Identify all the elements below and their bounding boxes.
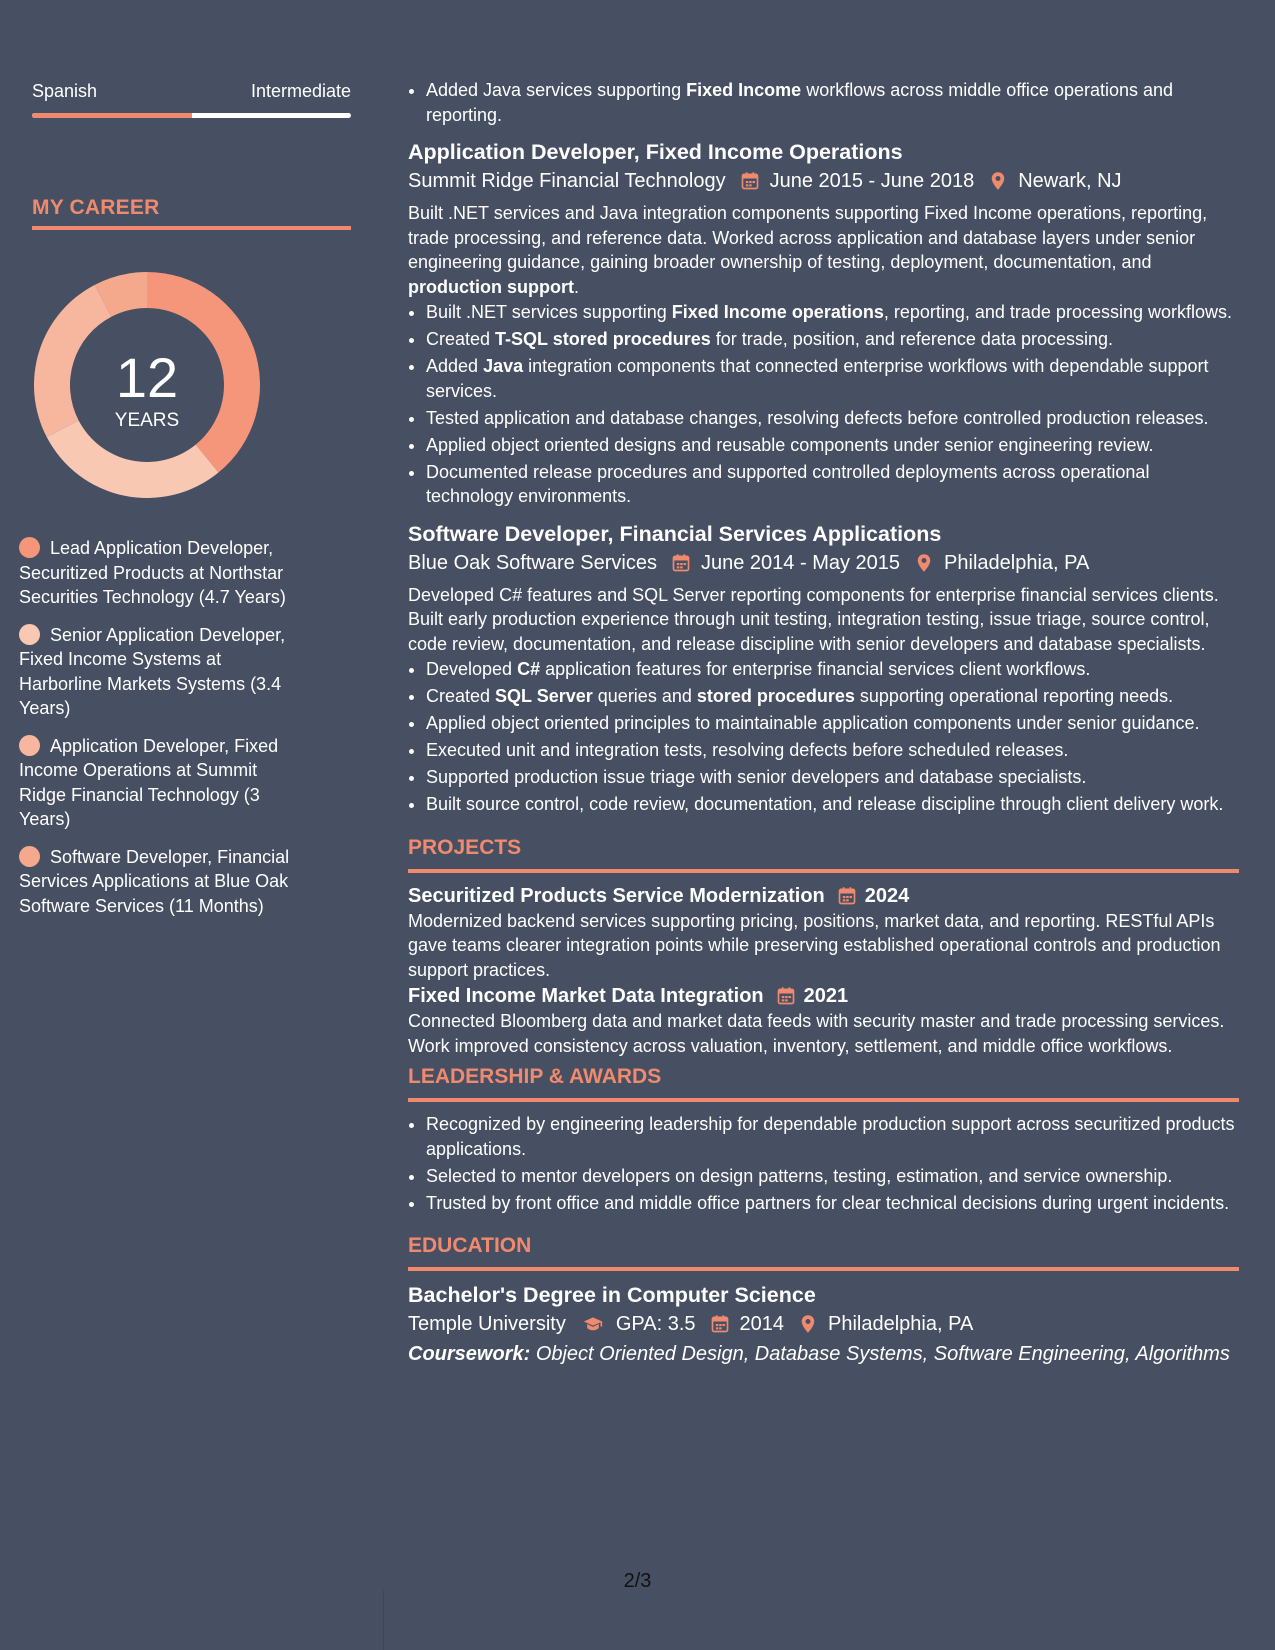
- project-name: Securitized Products Service Modernization: [408, 884, 825, 907]
- projects-section-title: PROJECTS: [408, 835, 522, 859]
- career-legend: [19, 536, 301, 931]
- legend-dot-icon: [19, 735, 40, 756]
- language-row: [32, 81, 351, 102]
- projects-list: [408, 883, 1239, 1059]
- project-title-row: [408, 983, 1239, 1009]
- project-description: Modernized backend services supporting pricing, positions, market data, and reporting. RESTful APIs gave teams clearer integration points while preserving established operational controls and production support practices.: [408, 910, 1221, 980]
- company-name: Blue Oak Software Services: [408, 551, 657, 574]
- project-title-row: [408, 883, 1239, 909]
- project-entry: [408, 883, 1239, 983]
- career-total-years: 12: [115, 346, 179, 409]
- career-section-title: MY CAREER: [32, 196, 160, 219]
- experience-list: [408, 138, 1239, 817]
- coursework-list: Object Oriented Design, Database Systems, Software Engineering, Algorithms: [535, 1343, 1230, 1365]
- job-dates: June 2015 - June 2018: [769, 170, 975, 192]
- career-legend-item: [19, 536, 301, 610]
- career-legend-label: Senior Application Developer, Fixed Income Systems at Harborline Markets Systems (3.4 Years): [19, 624, 286, 718]
- education-meta: [408, 1310, 1239, 1338]
- column-divider: [383, 1590, 384, 1650]
- project-description: Connected Bloomberg data and market data feeds with security master and trade processing services. Work improved consistency across valuation, inventory, settlement, and middle office workflows.: [408, 1011, 1225, 1056]
- list-item: • Added Java integration components that connected enterprise workflows with dependable support services.: [426, 354, 1239, 403]
- coursework-label: Coursework:: [408, 1343, 531, 1365]
- education-section-rule: [408, 1267, 1239, 1271]
- project-name: Fixed Income Market Data Integration: [408, 985, 764, 1007]
- calendar-icon: [710, 1314, 730, 1334]
- career-legend-item: [19, 623, 301, 721]
- education-location: Philadelphia, PA: [828, 1313, 974, 1335]
- career-section-rule: [32, 226, 351, 230]
- language-name: Spanish: [32, 81, 98, 101]
- list-item: • Applied object oriented designs and reusable components under senior engineering review.: [426, 433, 1239, 458]
- list-item: • Applied object oriented principles to maintainable application components under senior guidance.: [426, 711, 1239, 736]
- location-pin-icon: [988, 171, 1008, 191]
- career-legend-label: Application Developer, Fixed Income Operations at Summit Ridge Financial Technology (3 Years): [19, 735, 279, 829]
- legend-dot-icon: [19, 537, 40, 558]
- previous-job-bullets: [408, 78, 1239, 127]
- job-meta: [408, 549, 1239, 577]
- project-year: 2021: [803, 985, 849, 1007]
- education-section-title: EDUCATION: [408, 1234, 532, 1257]
- career-legend-label: Software Developer, Financial Services Applications at Blue Oak Software Services (11 Months): [19, 846, 290, 916]
- job-bullets: [408, 300, 1239, 509]
- job-summary: Built .NET services and Java integration components supporting Fixed Income operations, reporting, trade processing, and reference data. Worked across application and database layers under senior engineering guidance, gaining broader ownership of testing, deployment, documentation, and production support.: [408, 203, 1208, 297]
- leadership-section-title: LEADERSHIP & AWARDS: [408, 1065, 662, 1088]
- job-summary: Developed C# features and SQL Server reporting components for enterprise financial services clients. Built early production experience through unit testing, integration testing, issue triage, source control, code review, documentation, and release discipline with senior developers and database specialists.: [408, 584, 1219, 654]
- main-content: [408, 78, 1239, 1368]
- legend-dot-icon: [19, 846, 40, 867]
- language-proficiency-fill: [32, 113, 192, 118]
- graduation-cap-icon: [580, 1314, 606, 1334]
- company-name: Summit Ridge Financial Technology: [408, 170, 726, 192]
- calendar-icon: [776, 986, 796, 1006]
- career-total-unit: YEARS: [114, 410, 180, 431]
- list-item: • Tested application and database changes, resolving defects before controlled production releases.: [426, 406, 1239, 431]
- job-meta: [408, 167, 1239, 195]
- degree-title: Bachelor's Degree in Computer Science: [408, 1283, 816, 1307]
- list-item: • Trusted by front office and middle office partners for clear technical decisions during urgent incidents.: [426, 1191, 1239, 1216]
- job-entry: [408, 138, 1239, 509]
- location-pin-icon: [798, 1314, 818, 1334]
- job-entry: [408, 520, 1239, 817]
- language-proficiency-bar: [32, 113, 351, 118]
- gpa: GPA: 3.5: [615, 1313, 696, 1335]
- job-dates: June 2014 - May 2015: [701, 551, 901, 574]
- location-pin-icon: [914, 553, 934, 573]
- calendar-icon: [671, 553, 691, 573]
- list-item: • Added Java services supporting Fixed Income workflows across middle office operations and reporting.: [426, 78, 1239, 127]
- list-item: • Developed C# application features for enterprise financial services client workflows.: [426, 657, 1239, 682]
- list-item: • Created SQL Server queries and stored procedures supporting operational reporting needs.: [426, 684, 1239, 709]
- job-title: Application Developer, Fixed Income Operations: [408, 140, 903, 164]
- page-number: 2/3: [623, 1570, 652, 1592]
- list-item: • Created T-SQL stored procedures for trade, position, and reference data processing.: [426, 327, 1239, 352]
- list-item: • Recognized by engineering leadership for dependable production support across securitized products applications.: [426, 1112, 1239, 1161]
- calendar-icon: [740, 171, 760, 191]
- leadership-list: [408, 1112, 1239, 1215]
- projects-section-rule: [408, 869, 1239, 873]
- list-item: • Selected to mentor developers on design patterns, testing, estimation, and service ownership.: [426, 1164, 1239, 1189]
- list-item: • Built source control, code review, documentation, and release discipline through client delivery work.: [426, 792, 1239, 817]
- school-name: Temple University: [408, 1313, 566, 1335]
- job-title: Software Developer, Financial Services Applications: [408, 521, 942, 546]
- job-location: Philadelphia, PA: [944, 551, 1090, 574]
- career-legend-item: [19, 734, 301, 832]
- project-entry: [408, 983, 1239, 1058]
- list-item: • Executed unit and integration tests, resolving defects before scheduled releases.: [426, 738, 1239, 763]
- career-legend-item: [19, 845, 301, 919]
- career-legend-label: Lead Application Developer, Securitized Products at Northstar Securities Technology (4.7 Years): [19, 538, 286, 607]
- list-item: • Built .NET services supporting Fixed Income operations, reporting, and trade processing workflows.: [426, 300, 1239, 325]
- calendar-icon: [837, 886, 857, 906]
- list-item: • Documented release procedures and supported controlled deployments across operational technology environments.: [426, 460, 1239, 509]
- graduation-year: 2014: [739, 1313, 784, 1335]
- coursework: [408, 1340, 1239, 1368]
- job-bullets: [408, 657, 1239, 817]
- language-level: Intermediate: [250, 81, 351, 101]
- career-donut-slice: [47, 420, 219, 498]
- legend-dot-icon: [19, 624, 40, 645]
- list-item: • Supported production issue triage with senior developers and database specialists.: [426, 765, 1239, 790]
- job-location: Newark, NJ: [1018, 170, 1122, 192]
- leadership-section-rule: [408, 1098, 1239, 1102]
- project-year: 2024: [864, 884, 910, 907]
